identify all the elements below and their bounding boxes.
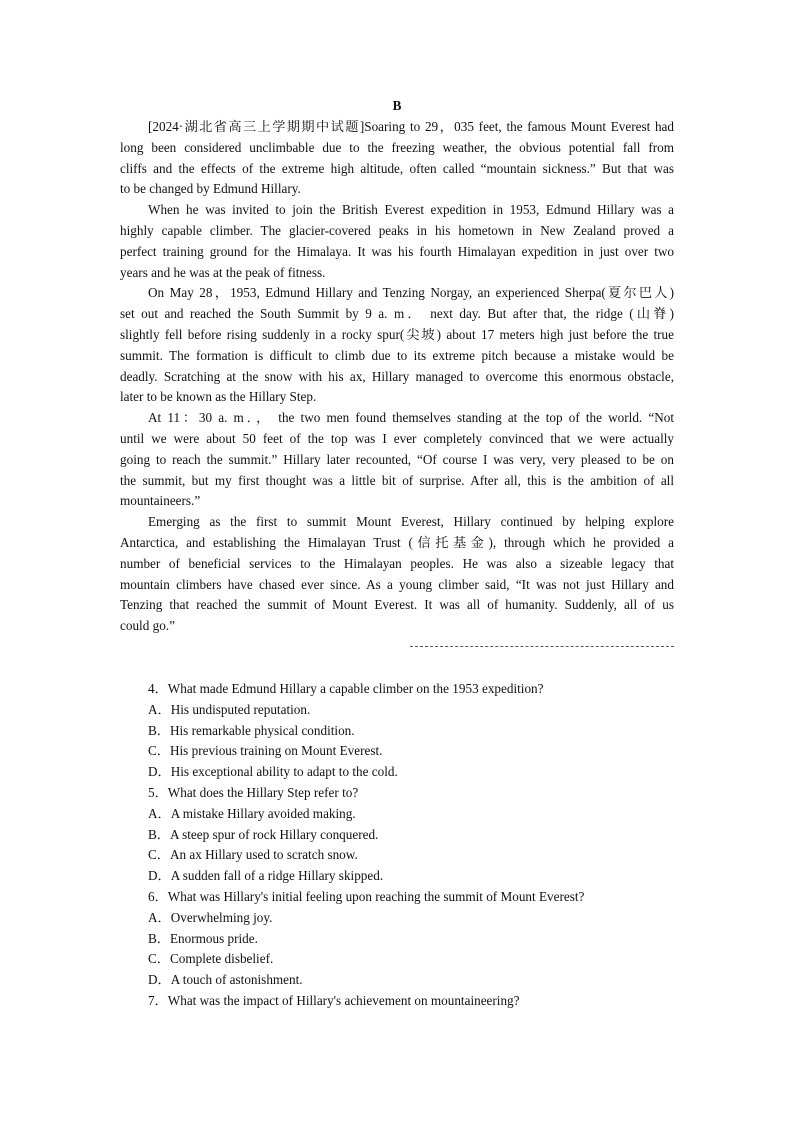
paragraph-line: later to be known as the Hillary Step. xyxy=(120,389,317,405)
paragraph xyxy=(120,283,674,408)
questions xyxy=(148,679,688,1012)
paragraph xyxy=(120,408,674,512)
paragraph-line: to be changed by Edmund Hillary. xyxy=(120,181,301,197)
passage-body xyxy=(120,117,674,637)
question-stem: 4．What made Edmund Hillary a capable climber on the 1953 expedition? xyxy=(148,681,544,696)
paragraph-line: the summit, but my first thought was a little bit of surprise. After all, this is the ambition of all xyxy=(120,472,674,488)
paragraph-line: until we were about 50 feet of the top was I ever completely convinced that we were actually xyxy=(120,430,674,446)
passage xyxy=(120,96,674,647)
paragraph-line: highly capable climber. The glacier-covered peaks in his hometown in New Zealand proved a xyxy=(120,222,674,238)
dashed-divider xyxy=(410,646,674,647)
answer-option: A．His undisputed reputation. xyxy=(148,701,311,717)
paragraph-line: set out and reached the South Summit by 9 a. m． next day. But after that, the ridge (山脊) xyxy=(120,306,674,322)
answer-option: C．An ax Hillary used to scratch snow. xyxy=(148,847,358,863)
paragraph-line: perfect training ground for the Himalaya. It was his fourth Himalayan expedition in just over two xyxy=(120,243,674,259)
paragraph-line: summit. The formation is difficult to climb due to its extreme pitch because a mistake would be xyxy=(120,347,674,363)
paragraph-line: Tenzing that reached the summit of Mount Everest. It was all of humanity. Suddenly, all of us xyxy=(120,597,674,613)
answer-option: B．His remarkable physical condition. xyxy=(148,722,355,738)
paragraph-line: long been considered unclimbable due to the freezing weather, the obvious potential fall from xyxy=(120,139,674,155)
paragraph-line: slightly fell before rising suddenly in a rocky spur(尖坡) about 17 meters high just before the true xyxy=(120,326,674,342)
paragraph-line: number of beneficial services to the Himalayan peoples. He was also a sizeable legacy that xyxy=(120,555,674,571)
paragraph-line: going to reach the summit.” Hillary later recounted, “Of course I was very, very pleased to be on xyxy=(120,451,674,467)
paragraph-line: [2024·湖北省高三上学期期中试题]Soaring to 29，035 feet, the famous Mount Everest had xyxy=(148,119,674,134)
answer-option: D．A touch of astonishment. xyxy=(148,972,303,988)
paragraph-line: cliffs and the effects of the extreme high altitude, often called “mountain sickness.” But that was xyxy=(120,160,674,176)
paragraph-line: mountaineers.” xyxy=(120,493,201,509)
question-stem: 6．What was Hillary's initial feeling upon reaching the summit of Mount Everest? xyxy=(148,888,585,904)
paragraph-line: Emerging as the first to summit Mount Everest, Hillary continued by helping explore xyxy=(148,514,674,530)
paragraph-line: When he was invited to join the British Everest expedition in 1953, Edmund Hillary was a xyxy=(148,202,674,218)
answer-option: D．A sudden fall of a ridge Hillary skipped. xyxy=(148,868,384,884)
answer-option: B．Enormous pride. xyxy=(148,930,258,946)
question-stem: 7．What was the impact of Hillary's achievement on mountaineering? xyxy=(148,992,520,1008)
paragraph-line: could go.” xyxy=(120,618,175,634)
paragraph-line: At 11：30 a. m．， the two men found themselves standing at the top of the world. “Not xyxy=(148,410,674,426)
paragraph-line: years and he was at the peak of fitness. xyxy=(120,264,326,280)
paragraph-line: mountain climbers have chased ever since. As a young climber said, “It was not just Hillary and xyxy=(120,576,674,592)
paragraph-line: Antarctica, and establishing the Himalayan Trust (信托基金), through which he provided a xyxy=(120,534,674,550)
paragraph xyxy=(120,200,674,283)
answer-option: A．A mistake Hillary avoided making. xyxy=(148,805,356,821)
paragraph xyxy=(120,512,674,637)
paragraph-line: deadly. Scratching at the snow with his ax, Hillary managed to overcome this enormous obstacle, xyxy=(120,368,674,384)
question-stem: 5．What does the Hillary Step refer to? xyxy=(148,784,359,800)
answer-option: A．Overwhelming joy. xyxy=(148,909,273,925)
section-title: B xyxy=(392,98,402,113)
paragraph-line: On May 28，1953, Edmund Hillary and Tenzing Norgay, an experienced Sherpa(夏尔巴人) xyxy=(148,285,674,301)
answer-option: D．His exceptional ability to adapt to the cold. xyxy=(148,764,398,780)
answer-option: B．A steep spur of rock Hillary conquered. xyxy=(148,826,379,842)
answer-option: C．Complete disbelief. xyxy=(148,951,274,967)
answer-option: C．His previous training on Mount Everest. xyxy=(148,743,383,759)
paragraph xyxy=(120,117,674,200)
